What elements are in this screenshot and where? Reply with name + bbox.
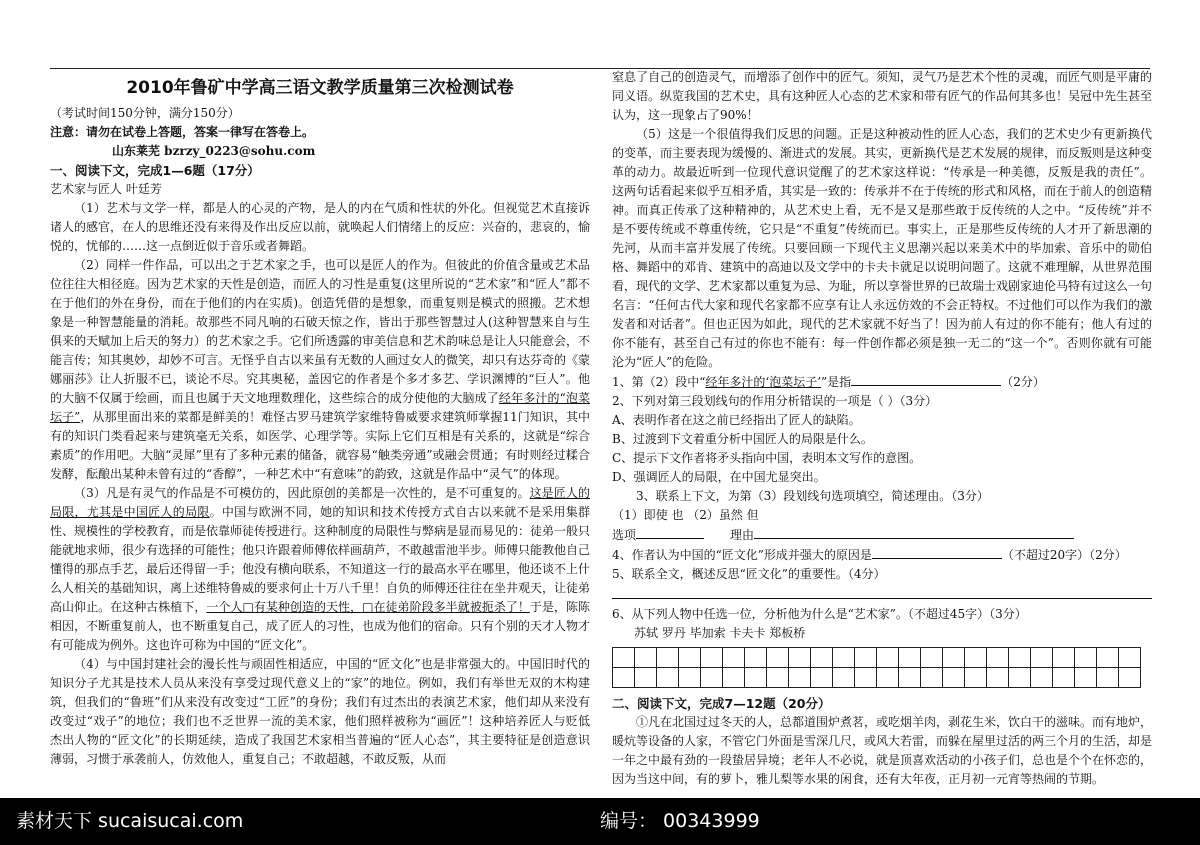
q4-text-a: 4、作者认为中国的“匠文化”形成并强大的原因是 [612, 548, 872, 562]
paragraph-3 [50, 484, 590, 655]
paragraph-2 [50, 256, 590, 484]
watermark-site: 素材天下 sucaisucai.com [16, 810, 244, 832]
p3-underlined: 这是匠人的局限，尤其是中国匠人的局限 [50, 486, 590, 519]
paragraph-4-cont: 窒息了自己的创造灵气，而增添了创作中的匠气。须知，灵气乃是艺术个性的灵魂，而匠气则是平庸的同义语。纵览我国的艺术史，具有这种匠人心态的艺术家和带有匠气的作品何其多也！吴冠中先生甚至认为，这一现象占了90%！ [612, 70, 1153, 122]
q1-text-b: ”是指 [821, 375, 852, 389]
watermark-id: 编号： 00343999 [600, 810, 760, 832]
q1-score: （2分） [1001, 375, 1045, 389]
author-line: 山东莱芜 bzrzy_0223@sohu.com [112, 144, 316, 158]
q1-underlined: 经年多汁的‘泡菜坛子’ [705, 375, 822, 389]
q2-option-b: B、过渡到下文着重分析中国匠人的局限是什么。 [612, 432, 873, 446]
question-5: 5、联系全文，概述反思“匠文化”的重要性。（4分） [612, 567, 886, 581]
question-4 [612, 545, 1152, 565]
q2-option-c: C、提示下文作者将矛头指向中国，表明本文写作的意图。 [612, 451, 922, 465]
p3-text-a: （3）凡是有灵气的作品是不可模仿的，因此原创的美都是一次性的，是不可重复的。 [74, 486, 530, 500]
paragraph-1: （1）艺术与文学一样，都是人的心灵的产物，是人的内在气质和性状的外化。但视觉艺术直接诉诸人的感官，在人的思维还没有来得及作出反应以前，就唤起人们情绪上的反应：兴奋的，悲哀的，愉悦的，忧郁的……这一点倒近似于音乐或者舞蹈。 [50, 201, 591, 253]
essay-title: 艺术家与匠人 叶廷芳 [50, 182, 162, 196]
p3-text-b: 。中国与欧洲不同，她的知识和技术传授方式自古以来就不是采用集群性、规模性的学校教育，而是依靠师徒传授进行。这种制度的局限性与弊病是显而易见的：徒弟一般只能就地求师，很少有选择的可能性；他只许跟着师傅依样画葫芦，不敢越雷池半步。师傅只能教他自己懂得的那点手艺，最后还得留一手；他没有横向联系，不知道这一行的最高水平在哪里，他还谈不上什么人相关的基础知识，离上述维特鲁威的要求何止十万八千里！自负的师傅还往往在坐井观天，让徒弟高山仰止。在这种古株植下， [50, 505, 591, 614]
section2-heading: 二、阅读下文，完成7—12题（20分） [612, 696, 831, 711]
q4-answer-blank[interactable] [872, 545, 1002, 559]
right-column [612, 68, 1152, 789]
p2-text-b: ，从那里面出来的菜都是鲜美的！难怪古罗马建筑学家维特鲁威要求建筑师掌握11门知识，其中有的知识门类看起来与建筑毫无关系，如医学、心理学等。实际上它们互相是有关系的，这就是“综合素质”的作用吧。大脑“灵犀”里有了多种元素的储备，就容易“触类旁通”或融会贯通；有时则经过糅合发酵，酝酿出某种未曾有过的“香醇”，一种艺术中“有意味”的韵致，这就是作品中“灵气”的体现。 [50, 410, 590, 481]
time-note: （考试时间150分钟，满分150分） [50, 106, 240, 120]
p3-text-c: 于是，陈陈相因，不断重复前人，也不断重复自己，成了匠人的习性，也成为他们的宿命。只有个别的天才人物才有可能成为例外。这也许可称为中国的“匠文化”。 [50, 600, 591, 652]
left-column [50, 74, 590, 769]
p3-underlined-2: 一个人□有某种创造的天性，□在徒弟阶段多半就被扼杀了！ [206, 600, 530, 614]
q3-choice-label: 选项 [612, 528, 637, 542]
watermark-bar [0, 798, 1200, 845]
question-6: 6、从下列人物中任选一位，分析他为什么是“艺术家”。（不超过45字）（3分） [612, 607, 1027, 621]
p2-underlined: 经年多汁的“泡菜坛子” [50, 391, 590, 424]
section1-heading: 一、阅读下文，完成1—6题（17分） [50, 163, 260, 178]
paragraph-5: （5）这是一个很值得我们反思的问题。正是这种被动性的匠人心态，我们的艺术史少有更新换代的变革，而主要表现为缓慢的、渐进式的发展。其实，更新换代是艺术发展的规律，而反叛则是这种变革的动力。故最近听到一位现代意识觉醒了的艺术家这样说：“传承是一种美德，反叛是我的责任”。这两句话看起来似乎互相矛盾，其实是一致的：传承并不在于传统的形式和风格，而在于前人的创造精神。而真正传承了这种精神的，从艺术史上看，无不是又是那些敢于反传统的人之中。“反传统”并不是不要传统或不尊重传统，它只是“不重复”传统而已。事实上，正是那些反传统的人才开了新思潮的先河，从而丰富并发展了传统。只要回顾一下现代主义思潮兴起以来美术中的毕加索、音乐中的勋伯格、舞蹈中的邓肯、建筑中的高迪以及文学中的卡夫卡就足以说明问题了。这就不难理解，从世界范围看，现代的文学、艺术家都以重复为忌、为耻，所以享誉世界的已故瑞士戏剧家迪伦马特有过这么一句名言：“任何古代大家和现代名家都不应享有让人永远仿效的不会正特权。不过他们可以作为我们的激发者和对话者”。但也正因为如此，现代的艺术家就不好当了！因为前人有过的你不能有；他人有过的你不能有，甚至自己有过的你也不能有：每一件创作都必须是独一无二的“这一个”。否则你就有可能沦为“匠人”的危险。 [612, 127, 1153, 369]
q3-answer-line [612, 525, 1152, 545]
q3-reason-label: 理由 [730, 528, 755, 542]
paragraph-4: （4）与中国封建社会的漫长性与顽固性相适应，中国的“匠文化”也是非常强大的。中国旧时代的知识分子尤其是技术人员从来没有享受过现代意义上的“家”的地位。例如，我们有举世无双的木构建筑，但我们的“鲁班”们从来没有改变过“工匠”的身份；我们有过杰出的表演艺术家，他们却从来没有改变过“戏子”的地位；我们也不乏世界一流的美术家，他们照样被称为“画匠”！这种培养匠人与贬低杰出人物的“匠文化”的长期延续，造成了我国艺术家相当普遍的“匠人心态”，其主要特征是创造意识薄弱，习惯于承袭前人，仿效他人，重复自己；不敢超越，不敢反叛，从而 [50, 657, 590, 766]
q6-answer-grid[interactable] [612, 647, 1141, 688]
question-2: 2、下列对第三段划线句的作用分析错误的一项是（ ）（3分） [612, 394, 938, 408]
q4-text-b: （不超过20字）（2分） [1001, 548, 1127, 562]
q6-names: 苏轼 罗丹 毕加索 卡夫卡 郑板桥 [634, 626, 806, 640]
q1-answer-blank[interactable] [851, 372, 1001, 386]
exam-title: 2010年鲁矿中学高三语文教学质量第三次检测试卷 [126, 78, 514, 98]
question-3: 3、联系上下文，为第（3）段划线句选项填空，简述理由。（3分） [636, 489, 989, 503]
notice: 注意：请勿在试卷上答题，答案一律写在答卷上。 [50, 125, 315, 139]
q3-reason-blank[interactable] [754, 525, 1074, 539]
q2-option-d: D、强调匠人的局限，在中国尤显突出。 [612, 470, 826, 484]
question-1 [612, 372, 1152, 392]
q2-option-a: A、表明作者在这之前已经指出了匠人的缺陷。 [612, 413, 861, 427]
q1-text-a: 1、第（2）段中“ [612, 375, 706, 389]
q5-answer-line[interactable] [612, 584, 1152, 599]
p2-text-a: （2）同样一件作品，可以出之于艺术家之手，也可以是匠人的作为。但彼此的价值含量或艺术品位往往大相径庭。因为艺术家的天性是创造，而匠人的习性是重复(这里所说的“艺术家”和“匠人”都不在于他们的外在身份，而在于他们的内在实质)。创造凭借的是想象，而重复则是模式的照搬。艺术想象是一种智慧能量的消耗。故那些不同凡响的石破天惊之作，皆出于那些智慧过人(这种智慧来自与生俱来的天赋加上后天的努力）的艺术家之手。它们所透露的审美信息和艺术韵味总是让人只能意会，不能言传；知其奥妙，却妙不可言。无怪乎自古以来虽有无数的人画过女人的微笑，却只有达芬奇的《蒙娜丽莎》让人折服不已，谈论不尽。究其奥秘，盖因它的作者是个多才多艺、学识渊博的“巨人”。他的大脑不仅属于绘画，而且也属于天文地理数理化，这些综合的成分使他的大脑成了 [50, 258, 591, 405]
section2-paragraph-1: ①凡在北国过过冬天的人，总都道围炉煮茗，或吃烟羊肉，剥花生米，饮白干的滋味。而有地炉，暖炕等设备的人家，不管它门外面是雪深几尺，或风大若雷，而躲在屋里过活的两三个月的生活，却是一年之中最有劲的一段蛰居异境；老年人不必说，就是顶喜欢活动的小孩子们，总也是个个在怀恋的，因为当这中间，有的萝卜，雅儿梨等水果的闲食，还有大年夜，正月初一元宵等热闹的节期。 [612, 715, 1153, 786]
q3-choice-blank[interactable] [636, 525, 704, 539]
q3-options: （1）即使 也 （2）虽然 但 [612, 508, 759, 522]
